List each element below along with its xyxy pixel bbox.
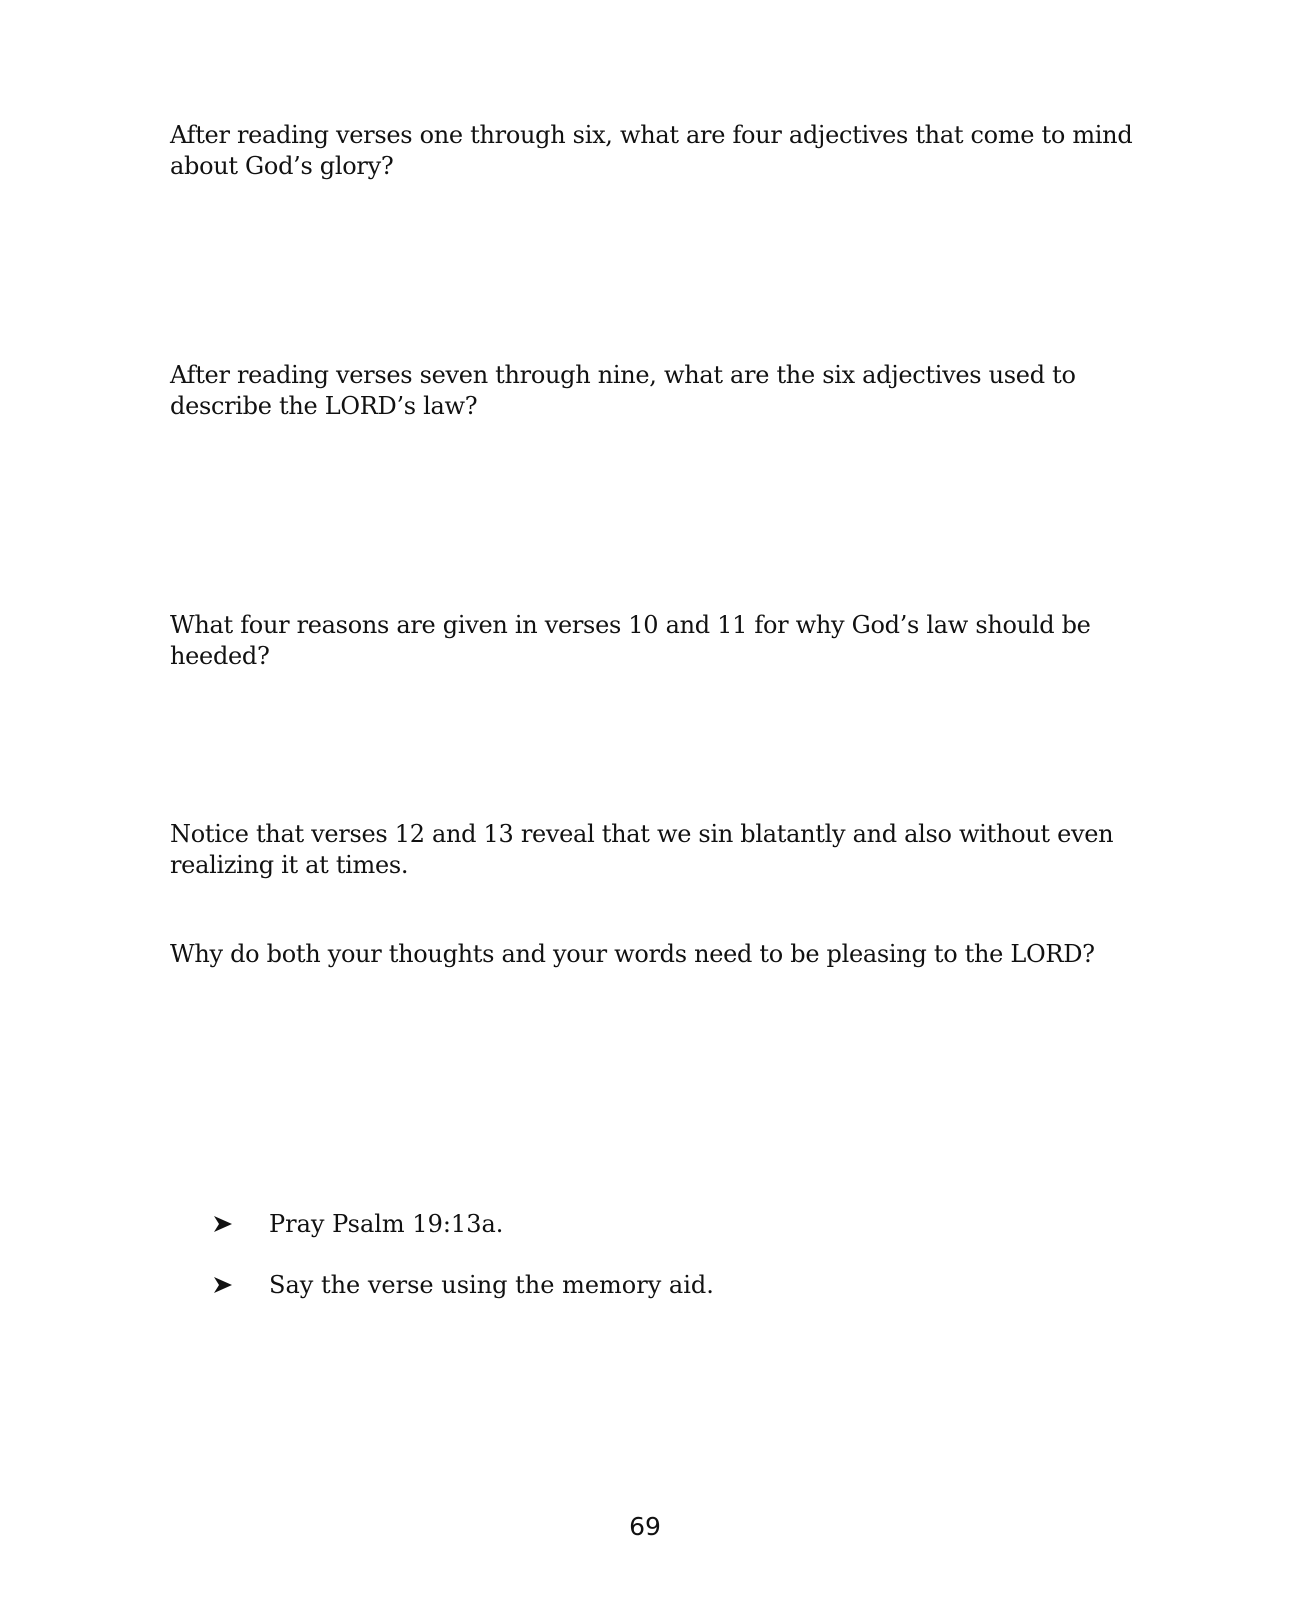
question-four-reasons [170,610,1170,672]
small-caps-text: ORD [1026,940,1083,968]
question-text: After reading verses one through six, what are four adjectives that come to mind about God’s glory? [170,121,1133,180]
question-text-end: ’s law? [396,392,478,420]
small-caps-text: ORD [340,392,397,420]
page-number: 69 [629,1512,661,1541]
question-text: What four reasons are given in verses 10 and 11 for why God’s law should be heeded? [170,611,1091,670]
note-sin [170,819,1170,881]
bullet-text: Say the verse using the memory aid. [269,1271,714,1299]
arrowhead-bullet-icon [213,1275,233,1295]
note-text: Notice that verses 12 and 13 reveal that we sin blatantly and also without even realizing it at times. [170,820,1114,879]
bullet-text: Pray Psalm 19:13a. [269,1210,504,1238]
bullet-item-memory-aid [213,1270,714,1301]
question-thoughts-words [170,939,1170,970]
question-text: Why do both your thoughts and your words need to be pleasing to the L [170,940,1027,968]
arrowhead-bullet-icon [213,1214,233,1234]
bullet-item-pray [213,1209,503,1240]
question-lords-law [170,360,1170,422]
question-gods-glory [170,120,1170,182]
question-text-end: ? [1082,940,1095,968]
question-text: After reading verses seven through nine, what are the six adjectives used to describe the L [170,361,1076,420]
